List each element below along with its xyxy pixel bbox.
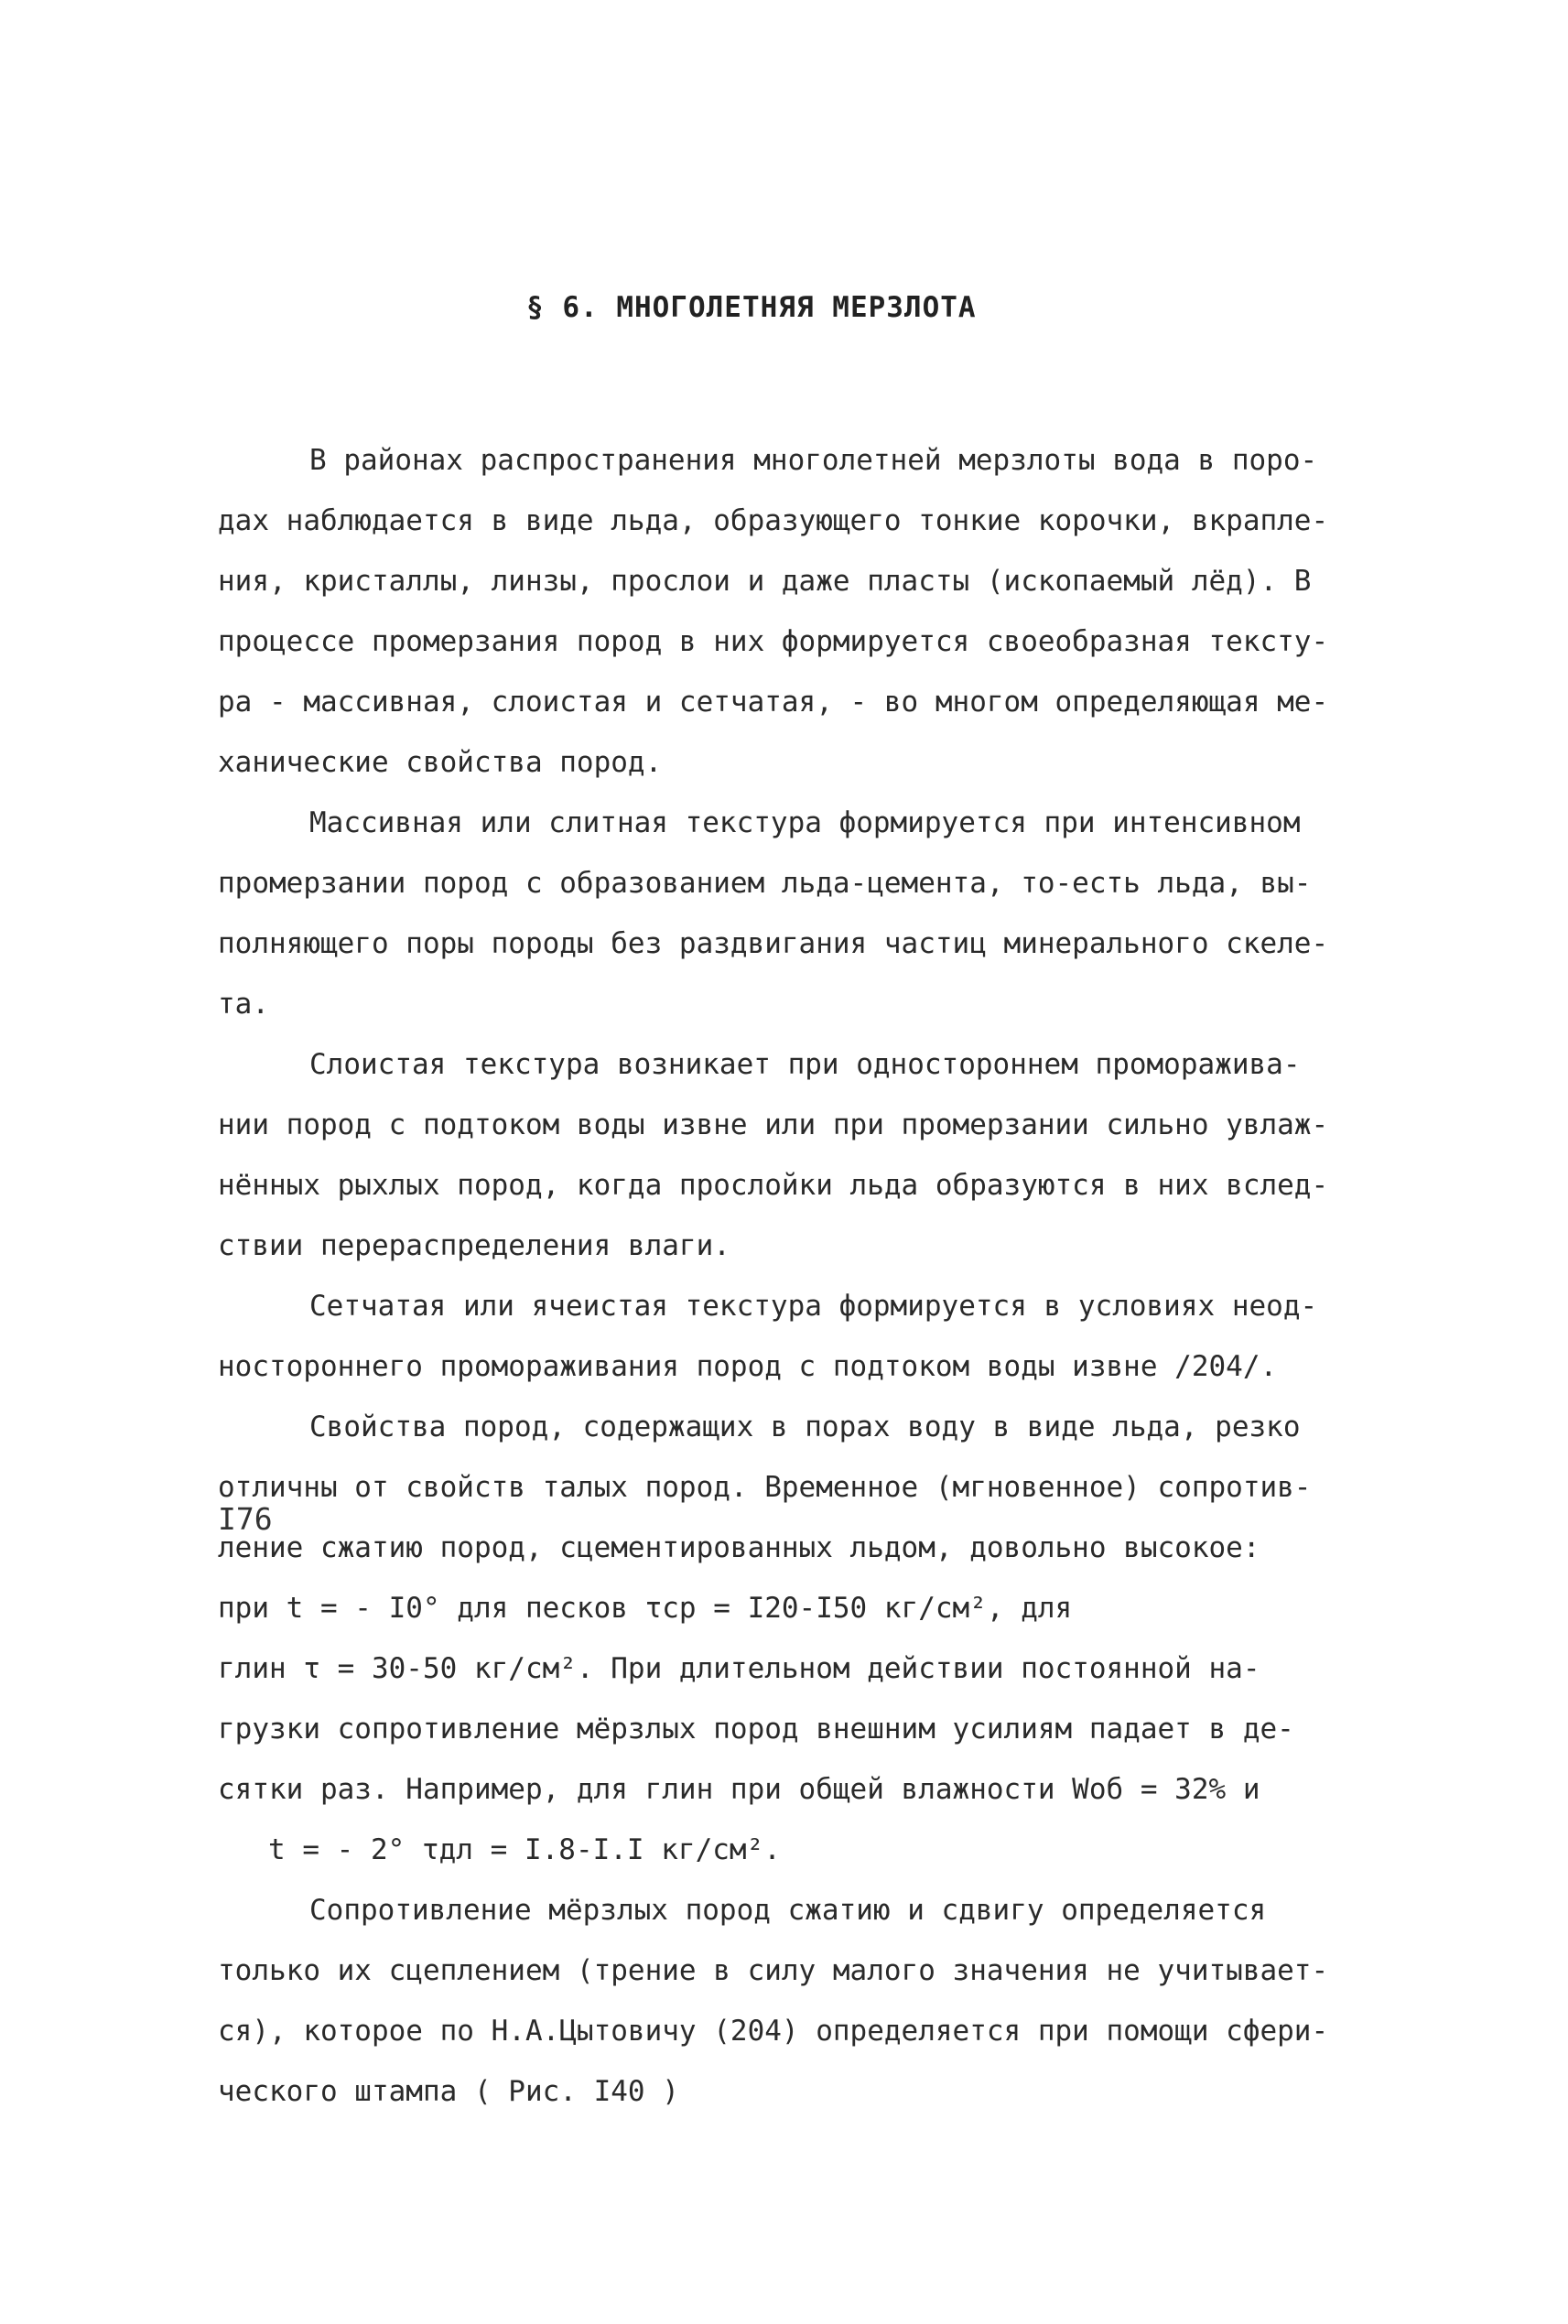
- text-line: та.: [218, 988, 269, 1021]
- text-line: ление сжатию пород, сцементированных льдом, довольно высокое:: [218, 1531, 1260, 1564]
- text-line: процессе промерзания пород в них формируется своеобразная тексту-: [218, 625, 1329, 658]
- text-line: глин τ = 30-50 кг/см². При длительном действии постоянной на-: [218, 1652, 1260, 1685]
- text-line: нии пород с подтоком воды извне или при промерзании сильно увлаж-: [218, 1108, 1329, 1141]
- text-line: ра - массивная, слоистая и сетчатая, - во многом определяющая ме-: [218, 686, 1329, 719]
- text-line: ния, кристаллы, линзы, прослои и даже пласты (ископаемый лёд). В: [218, 565, 1312, 598]
- text-line: ся), которое по Н.А.Цытовичу (204) определяется при помощи сфери-: [218, 2015, 1329, 2048]
- text-line: дах наблюдается в виде льда, образующего тонкие корочки, вкрапле-: [218, 504, 1329, 537]
- text-line: В районах распространения многолетней мерзлоты вода в поро-: [309, 444, 1318, 477]
- text-line: полняющего поры породы без раздвигания частиц минерального скеле-: [218, 927, 1329, 960]
- text-line: только их сцеплением (трение в силу малого значения не учитывает-: [218, 1954, 1329, 1987]
- text-line: отличны от свойств талых пород. Временное (мгновенное) сопротив-: [218, 1471, 1312, 1504]
- text-line: сятки раз. Например, для глин при общей влажности Wоб = 32% и: [218, 1773, 1260, 1806]
- body-text: [218, 430, 1399, 2122]
- section-heading: § 6. МНОГОЛЕТНЯЯ МЕРЗЛОТА: [526, 291, 977, 324]
- text-line: Массивная или слитная текстура формируется при интенсивном: [309, 806, 1301, 839]
- text-line: ханические свойства пород.: [218, 746, 663, 779]
- text-line: Сетчатая или ячеистая текстура формируется в условиях неод-: [309, 1290, 1318, 1323]
- page-number: I76: [218, 1501, 273, 1537]
- text-line: ческого штампа ( Рис. I40 ): [218, 2075, 679, 2108]
- text-line: промерзании пород с образованием льда-цемента, то-есть льда, вы-: [218, 867, 1312, 900]
- text-line: грузки сопротивление мёрзлых пород внешним усилиям падает в де-: [218, 1713, 1294, 1746]
- text-line: при t = - I0° для песков τср = I20-I50 кг/см², для: [218, 1592, 1073, 1625]
- text-line: Слоистая текстура возникает при одностороннем проморажива-: [309, 1048, 1301, 1081]
- text-line: ствии перераспределения влаги.: [218, 1229, 730, 1262]
- text-line: Сопротивление мёрзлых пород сжатию и сдвигу определяется: [309, 1894, 1267, 1927]
- text-line: ностороннего промораживания пород с подтоком воды извне /204/.: [218, 1350, 1278, 1383]
- text-line: нённых рыхлых пород, когда прослойки льда образуются в них вслед-: [218, 1169, 1329, 1202]
- text-line: Свойства пород, содержащих в порах воду в виде льда, резко: [309, 1411, 1301, 1443]
- text-line: t = - 2° τдл = I.8-I.I кг/см².: [268, 1833, 781, 1866]
